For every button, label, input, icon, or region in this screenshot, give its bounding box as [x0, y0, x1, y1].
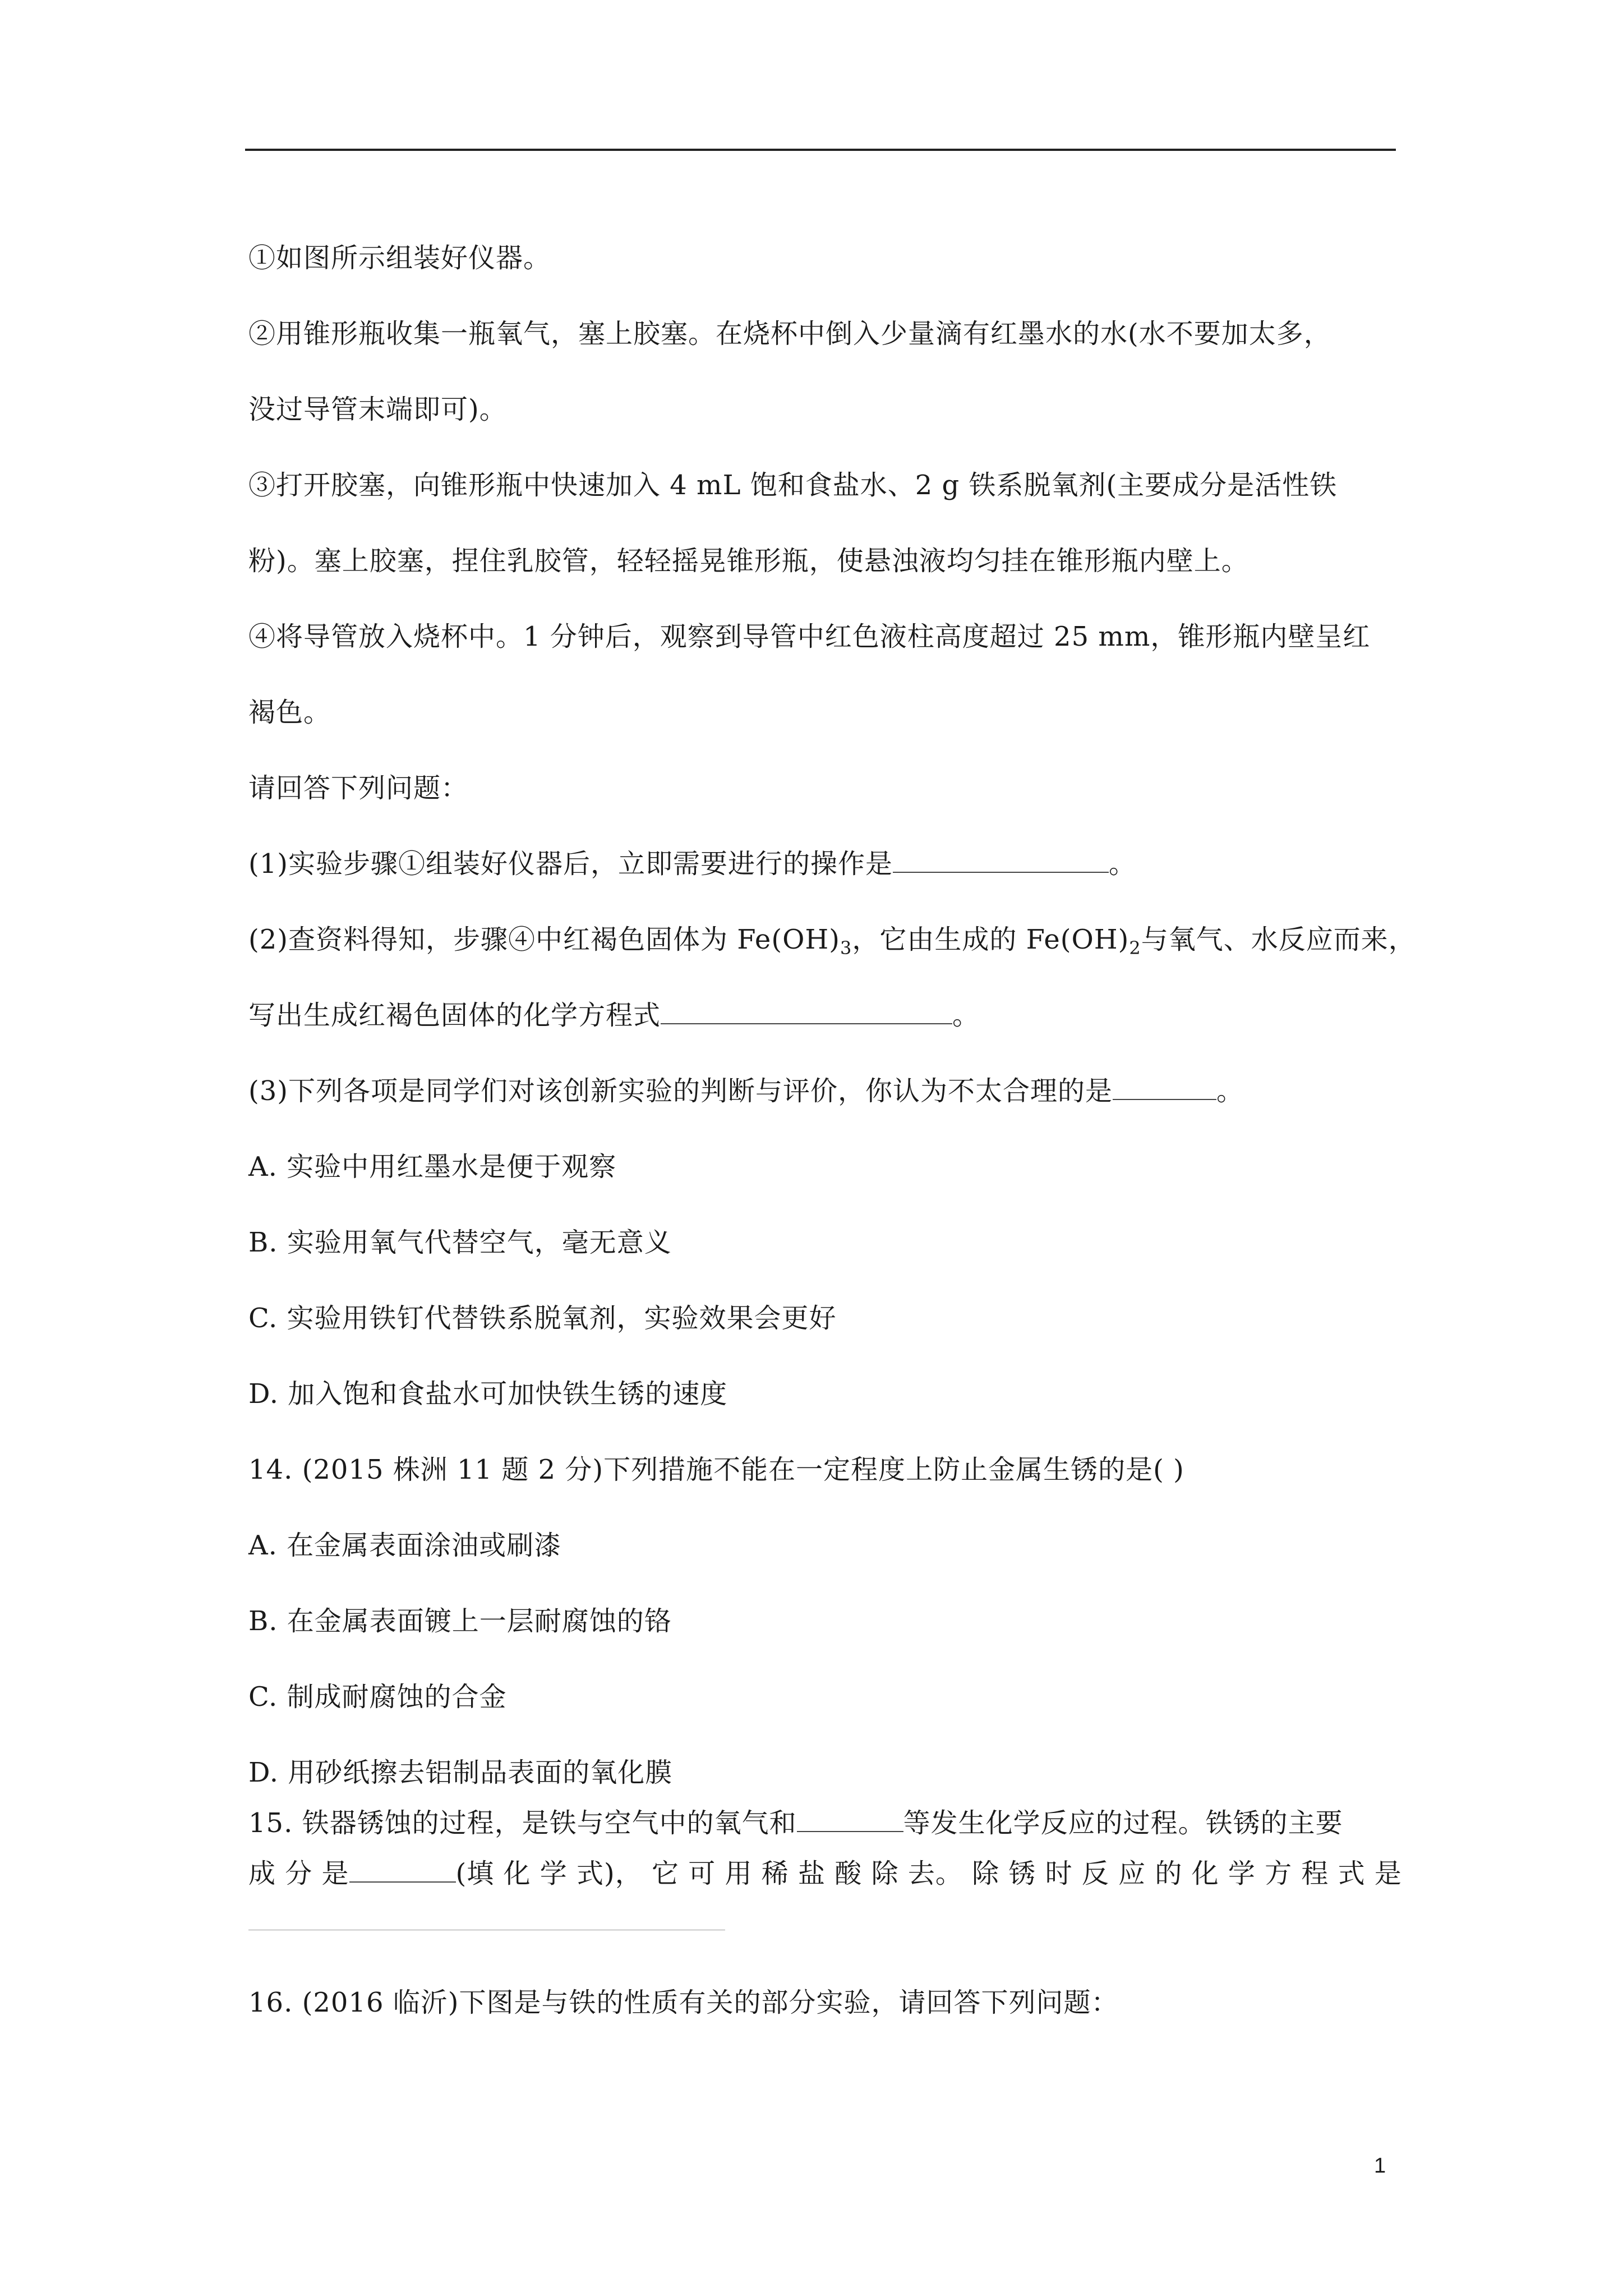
- subscript-3: 3: [840, 937, 852, 959]
- question-14-option-c: C. 制成耐腐蚀的合金: [248, 1681, 507, 1713]
- step-3-line-1: ③打开胶塞，向锥形瓶中快速加入 4 mL 饱和食盐水、2 g 铁系脱氧剂(主要成分是活性铁: [248, 470, 1338, 501]
- question-3-text: (3)下列各项是同学们对该创新实验的判断与评价，你认为不太合理的是: [248, 1075, 1113, 1107]
- question-2-line-2-text: 写出生成红褐色固体的化学方程式: [248, 1000, 661, 1031]
- question-3-option-d: D. 加入饱和食盐水可加快铁生锈的速度: [248, 1378, 728, 1410]
- answer-blank-1[interactable]: [893, 847, 1109, 873]
- step-3-line-2: 粉)。塞上胶塞，捏住乳胶管，轻轻摇晃锥形瓶，使悬浊液均匀挂在锥形瓶内壁上。: [248, 545, 1249, 577]
- header-rule: [245, 149, 1396, 151]
- question-14: 14. (2015 株洲 11 题 2 分)下列措施不能在一定程度上防止金属生锈的是( ): [248, 1454, 1184, 1485]
- question-14-option-d: D. 用砂纸擦去铝制品表面的氧化膜: [248, 1757, 673, 1788]
- question-2-part-1: (2)查资料得知，步骤④中红褐色固体为 Fe(OH): [248, 924, 841, 955]
- answer-blank-15a[interactable]: [797, 1806, 903, 1832]
- step-4-line-1: ④将导管放入烧杯中。1 分钟后，观察到导管中红色液柱高度超过 25 mm，锥形瓶内壁呈红: [248, 621, 1371, 652]
- subscript-2: 2: [1129, 937, 1141, 959]
- step-4-line-2: 褐色。: [248, 697, 331, 728]
- questions-prompt: 请回答下列问题：: [248, 772, 469, 804]
- question-3: [248, 1074, 1244, 1108]
- question-15-line-2-b: (填 化 学 式)， 它 可 用 稀 盐 酸 除 去。 除 锈 时 反 应 的 化 学 方 程 式 是: [455, 1858, 1402, 1889]
- step-2-line-2: 没过导管末端即可)。: [248, 394, 507, 425]
- question-3-option-c: C. 实验用铁钉代替铁系脱氧剂，实验效果会更好: [248, 1303, 837, 1334]
- question-14-option-b: B. 在金属表面镀上一层耐腐蚀的铬: [248, 1605, 672, 1637]
- question-15-part-1: 15. 铁器锈蚀的过程，是铁与空气中的氧气和: [248, 1807, 797, 1839]
- question-15-part-2: 等发生化学反应的过程。铁锈的主要: [903, 1807, 1343, 1839]
- question-15-line-2-a: 成 分 是: [248, 1858, 349, 1889]
- answer-blank-3[interactable]: [1113, 1074, 1216, 1100]
- step-2-line-1: ②用锥形瓶收集一瓶氧气，塞上胶塞。在烧杯中倒入少量滴有红墨水的水(水不要加太多，: [248, 318, 1331, 349]
- question-1-end: 。: [1109, 848, 1137, 880]
- question-2-end: 。: [952, 1000, 980, 1031]
- answer-blank-15c[interactable]: [248, 1905, 725, 1930]
- question-16: 16. (2016 临沂)下图是与铁的性质有关的部分实验，请回答下列问题：: [248, 1987, 1119, 2018]
- answer-blank-2[interactable]: [661, 999, 952, 1024]
- question-15-line-3: [248, 1904, 725, 1938]
- question-2-line-2: [248, 999, 980, 1032]
- question-3-end: 。: [1216, 1075, 1244, 1107]
- question-1: [248, 847, 1136, 881]
- step-1: ①如图所示组装好仪器。: [248, 242, 551, 274]
- question-2-line-1: [248, 923, 1416, 965]
- question-2-part-2: ，它由生成的 Fe(OH): [852, 924, 1129, 955]
- question-14-option-a: A. 在金属表面涂油或刷漆: [248, 1530, 562, 1561]
- question-3-option-a: A. 实验中用红墨水是便于观察: [248, 1151, 617, 1182]
- question-15-line-2: [248, 1857, 1402, 1890]
- page-number: 1: [1374, 2154, 1386, 2178]
- question-2-part-3: 与氧气、水反应而来，: [1141, 924, 1416, 955]
- answer-blank-15b[interactable]: [349, 1857, 456, 1883]
- question-1-text: (1)实验步骤①组装好仪器后，立即需要进行的操作是: [248, 848, 893, 880]
- question-15-line-1: [248, 1806, 1343, 1840]
- question-3-option-b: B. 实验用氧气代替空气，毫无意义: [248, 1227, 672, 1258]
